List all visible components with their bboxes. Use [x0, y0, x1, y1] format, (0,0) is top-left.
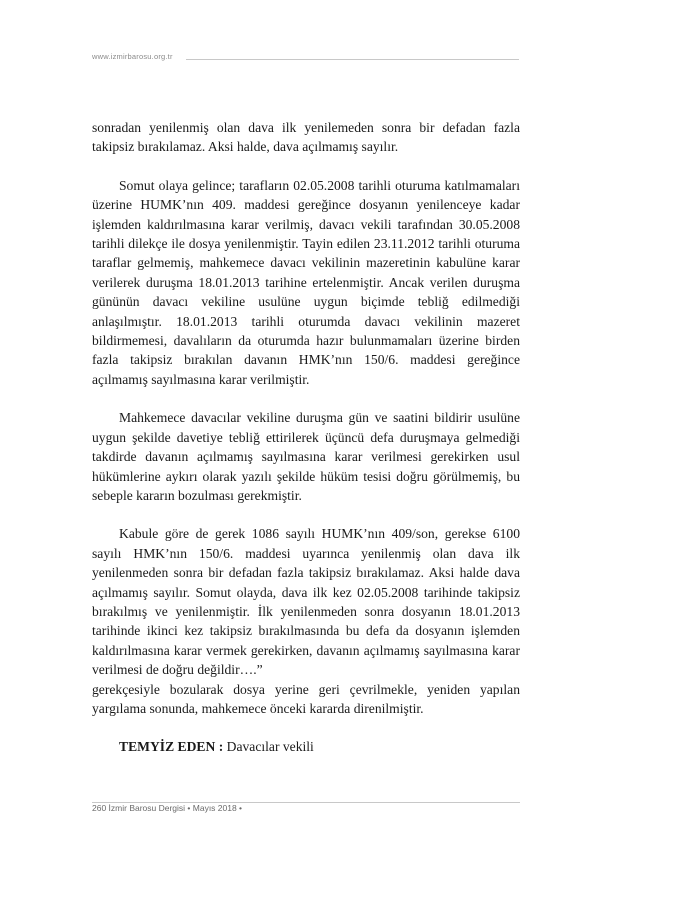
article-body — [92, 118, 520, 757]
appellant-label: TEMYİZ EDEN : — [119, 739, 224, 755]
appellant-value: Davacılar vekili — [226, 739, 314, 755]
paragraph-kabule-gore: Kabule göre de gerek 1086 sayılı HUMK’nın 409/son, gerekse 6100 sayılı HMK’nın 150/6. maddesi uyarınca yenilenmiş olan dava ilk yenilenmeden sonra bir defadan fazla takipsiz bırakılamaz. Aksi halde dava açılmamış sayılır. Somut olayda, dava ilk kez 02.05.2008 tarihinde takipsiz bırakılmış ve yenilenmiştir. İlk yenilenmeden sonra dosyanın 18.01.2013 tarihinde ikinci kez takipsiz bırakılmasında bu defa da dosyanın işlemden kaldırılmasına karar vermek gerekirken, davanın açılmamış sayılmasına karar verilmesi de doğru değildir….” — [92, 526, 520, 678]
header-rule — [186, 59, 519, 60]
paragraph-gerekcesiyle: gerekçesiyle bozularak dosya yerine geri çevrilmekle, yeniden yapılan yargılama sonunda, mahkemece önceki kararda direnilmiştir. — [92, 681, 520, 716]
paragraph-continuation: sonradan yenilenmiş olan dava ilk yenilemeden sonra bir defadan fazla takipsiz bırakılamaz. Aksi halde, dava açılmamış sayılır. — [92, 120, 520, 155]
footer-page-info: 260 İzmir Barosu Dergisi • Mayıs 2018 • — [92, 803, 246, 813]
appellant-line — [92, 737, 520, 756]
paragraph-mahkemece: Mahkemece davacılar vekiline duruşma gün ve saatini bildirir usulüne uygun şekilde davetiye tebliğ ettirilerek üçüncü defa duruşmaya gelmediği takdirde davanın açılmamış sayılmasına karar verilmesi gerekirken usul hükümlerine aykırı olarak yazılı şekilde hüküm tesisi doğru görülmemiş, bu sebeple kararın bozulması gerekmiştir. — [92, 410, 520, 503]
header-url: www.izmirbarosu.org.tr — [92, 52, 173, 61]
paragraph-somut-olay: Somut olaya gelince; tarafların 02.05.2008 tarihli oturuma katılmamaları üzerine HUMK’nın 409. maddesi gereğince dosyanın yenilenceye kadar işlemden kaldırılmasına karar verilmiş, davacı vekili tarafından 30.05.2008 tarihli dilekçe ile dosya yenilenmiştir. Tayin edilen 23.11.2012 tarihli oturuma taraflar gelmemiş, mahkemece davacı vekilinin mazeretinin kabulüne karar verilerek duruşma 18.01.2013 tarihine ertelenmiştir. Ancak verilen duruşma gününün davacı vekiline usulüne uygun biçimde tebliğ edilmediği anlaşılmıştır. 18.01.2013 tarihli oturumda davacı vekilinin mazeret bildirmemesi, davalıların da oturumda hazır bulunmamaları üzerine birden fazla takipsiz bırakılan davanın HMK’nın 150/6. maddesi gereğince açılmamış sayılmasına karar verilmiştir. — [92, 177, 520, 387]
